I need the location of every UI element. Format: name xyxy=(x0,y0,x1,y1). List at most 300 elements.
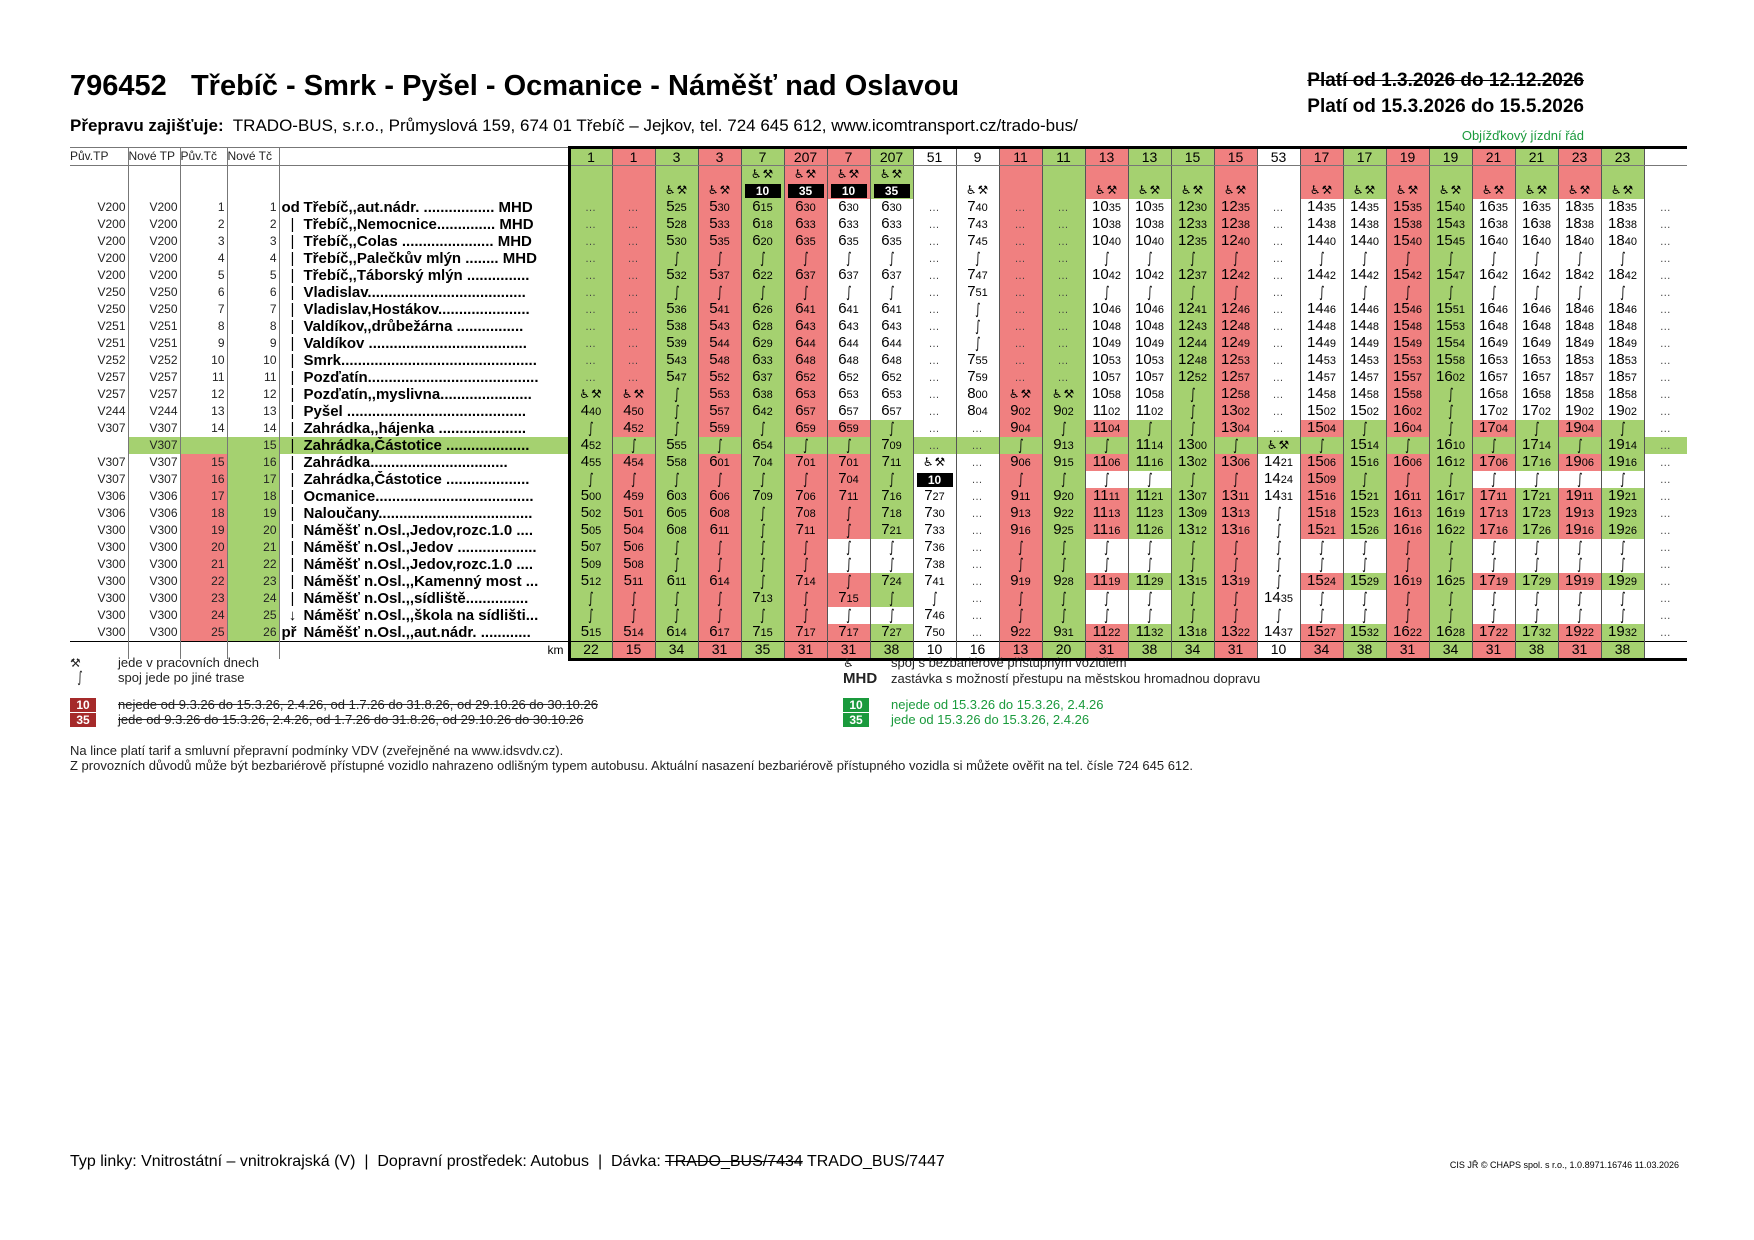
time-cell xyxy=(1515,403,1558,420)
time-cell xyxy=(913,488,956,505)
time-cell xyxy=(1601,437,1644,454)
stop-prefix: | xyxy=(290,453,295,471)
time-cell xyxy=(1300,318,1343,335)
time-cell xyxy=(1214,284,1257,301)
time-cell xyxy=(569,471,612,488)
no-service: … xyxy=(928,388,941,401)
time-cell xyxy=(827,284,870,301)
departure-time: 1616 xyxy=(1393,521,1422,538)
time-cell xyxy=(1085,590,1128,607)
time-cell xyxy=(1042,471,1085,488)
detour-icon: ∫ xyxy=(759,555,766,573)
page-title xyxy=(70,70,959,103)
departure-time: 1919 xyxy=(1565,572,1594,589)
time-cell xyxy=(1085,403,1128,420)
wheelchair-workdays-icon: ♿⚒ xyxy=(1352,183,1377,198)
departure-time: 544 xyxy=(709,334,730,351)
departure-time: 1058 xyxy=(1092,385,1121,402)
stop-tp-new: V300 xyxy=(128,522,180,539)
departure-time: 1431 xyxy=(1264,487,1293,504)
time-cell xyxy=(1343,471,1386,488)
departure-time: 648 xyxy=(881,351,902,368)
detour-icon: ∫ xyxy=(1060,606,1067,624)
no-service: … xyxy=(1014,320,1027,333)
time-cell xyxy=(569,505,612,522)
trip-number: 23 xyxy=(1558,148,1601,166)
stop-name xyxy=(279,352,569,369)
time-cell xyxy=(1429,624,1472,642)
time-cell xyxy=(1601,386,1644,403)
time-cell xyxy=(1128,522,1171,539)
time-cell xyxy=(1343,573,1386,590)
departure-time: 653 xyxy=(795,385,816,402)
stop-tc-new: 10 xyxy=(227,352,279,369)
time-cell xyxy=(569,403,612,420)
departure-time: 617 xyxy=(709,623,730,640)
departure-time: 608 xyxy=(709,504,730,521)
time-cell xyxy=(655,522,698,539)
no-service: … xyxy=(1659,541,1672,554)
stop-tc-new: 3 xyxy=(227,233,279,250)
time-cell xyxy=(569,437,612,454)
trip-number: 1 xyxy=(612,148,655,166)
departure-time: 1300 xyxy=(1178,436,1207,453)
departure-time: 1729 xyxy=(1522,572,1551,589)
departure-time: 1657 xyxy=(1522,368,1551,385)
trip-flags xyxy=(1214,182,1257,198)
time-cell xyxy=(784,420,827,437)
stop-row xyxy=(70,199,1687,216)
departure-time: 1642 xyxy=(1522,266,1551,283)
time-cell xyxy=(1601,233,1644,250)
time-cell xyxy=(1085,233,1128,250)
departure-time: 642 xyxy=(752,402,773,419)
time-cell xyxy=(1214,335,1257,352)
time-cell xyxy=(1601,573,1644,590)
trip-flags xyxy=(913,182,956,198)
no-service: … xyxy=(1659,456,1672,469)
departure-time: 643 xyxy=(838,317,859,334)
time-cell xyxy=(1601,284,1644,301)
time-cell xyxy=(1257,556,1300,573)
time-cell xyxy=(655,386,698,403)
stop-prefix: | xyxy=(290,232,295,250)
time-cell xyxy=(784,318,827,335)
trip-flags xyxy=(1128,182,1171,198)
time-cell xyxy=(1171,539,1214,556)
detour-icon: ∫ xyxy=(1232,436,1239,454)
time-cell xyxy=(1085,318,1128,335)
no-service: … xyxy=(1659,371,1672,384)
stop-label: Náměšť n.Osl.,,aut.nádr. ............ xyxy=(303,623,531,641)
time-cell xyxy=(1558,420,1601,437)
wheelchair-workdays-icon: ♿⚒ xyxy=(1266,438,1291,453)
stop-name xyxy=(279,505,569,522)
no-service: … xyxy=(1014,337,1027,350)
time-cell xyxy=(827,522,870,539)
detour-icon: ∫ xyxy=(888,249,895,267)
time-cell xyxy=(956,556,999,573)
trip-flags xyxy=(1429,182,1472,198)
detour-icon: ∫ xyxy=(1619,249,1626,267)
departure-time: 630 xyxy=(795,198,816,215)
time-cell xyxy=(1429,250,1472,267)
departure-time: 1638 xyxy=(1522,215,1551,232)
departure-time: 1923 xyxy=(1608,504,1637,521)
detour-icon: ∫ xyxy=(1146,589,1153,607)
departure-time: 637 xyxy=(752,368,773,385)
stop-name xyxy=(279,539,569,556)
stop-tp-new: V257 xyxy=(128,386,180,403)
stop-name xyxy=(279,301,569,318)
stop-tp-old: V300 xyxy=(70,573,128,590)
detour-icon: ∫ xyxy=(588,419,594,437)
stop-tc-new: 24 xyxy=(227,590,279,607)
departure-time: 1106 xyxy=(1092,453,1121,470)
time-cell xyxy=(1515,301,1558,318)
km-value: 31 xyxy=(698,641,741,659)
stop-tc-new: 6 xyxy=(227,284,279,301)
time-cell xyxy=(1128,199,1171,216)
stop-label: Zahrádka................................. xyxy=(303,453,508,471)
time-cell xyxy=(1171,352,1214,369)
time-cell xyxy=(999,522,1042,539)
line-number: 796452 xyxy=(70,70,167,102)
stop-tc-new: 15 xyxy=(227,437,279,454)
departure-time: 1119 xyxy=(1092,572,1121,589)
time-cell xyxy=(741,624,784,642)
stop-tc-new: 21 xyxy=(227,539,279,556)
time-cell xyxy=(1558,267,1601,284)
time-cell xyxy=(1644,250,1687,267)
trip-number: 207 xyxy=(870,148,913,166)
time-cell xyxy=(1085,539,1128,556)
no-service: … xyxy=(1272,422,1285,435)
trip-flags xyxy=(1515,166,1558,183)
detour-icon: ∫ xyxy=(931,589,938,607)
time-cell xyxy=(1558,573,1601,590)
departure-time: 1453 xyxy=(1307,351,1336,368)
wheelchair-workdays-icon: ♿⚒ xyxy=(965,183,990,198)
time-cell xyxy=(569,216,612,233)
time-cell xyxy=(956,454,999,471)
time-cell xyxy=(1300,471,1343,488)
no-service: … xyxy=(1659,609,1672,622)
departure-time: 740 xyxy=(967,198,988,215)
no-service: … xyxy=(1659,303,1672,316)
stop-tp-old: V200 xyxy=(70,199,128,216)
note-badge: 35 xyxy=(788,184,824,198)
time-cell xyxy=(1601,420,1644,437)
time-cell xyxy=(1386,539,1429,556)
stop-tp-new: V200 xyxy=(128,267,180,284)
time-cell xyxy=(1085,216,1128,233)
departure-time: 1302 xyxy=(1221,402,1250,419)
detour-icon: ∫ xyxy=(630,606,637,624)
stop-tp-new: V300 xyxy=(128,590,180,607)
time-cell xyxy=(698,284,741,301)
trip-flags xyxy=(1558,166,1601,183)
time-cell xyxy=(569,607,612,624)
stop-tp-new: V257 xyxy=(128,369,180,386)
time-cell xyxy=(1558,216,1601,233)
stop-row xyxy=(70,539,1687,556)
no-service: … xyxy=(1272,337,1285,350)
departure-time: 1913 xyxy=(1565,504,1594,521)
trip-number: 17 xyxy=(1300,148,1343,166)
time-cell xyxy=(1472,607,1515,624)
time-cell xyxy=(827,250,870,267)
departure-time: 532 xyxy=(666,266,687,283)
time-cell xyxy=(827,403,870,420)
time-cell xyxy=(1472,539,1515,556)
time-cell xyxy=(1300,556,1343,573)
stop-tc-old: 19 xyxy=(180,522,227,539)
time-cell xyxy=(784,522,827,539)
time-cell xyxy=(1343,420,1386,437)
detour-icon: ∫ xyxy=(630,436,637,454)
departure-time: 1448 xyxy=(1307,317,1336,334)
departure-time: 741 xyxy=(924,572,945,589)
departure-time: 452 xyxy=(580,436,602,453)
note-badge: 10 xyxy=(745,184,781,198)
time-cell xyxy=(1644,199,1687,216)
detour-icon: ∫ xyxy=(1404,555,1411,573)
time-cell xyxy=(1214,199,1257,216)
departure-time: 1721 xyxy=(1522,487,1551,504)
time-cell xyxy=(1601,505,1644,522)
trip-flags xyxy=(1171,166,1214,183)
time-cell xyxy=(741,352,784,369)
time-cell xyxy=(1343,216,1386,233)
time-cell xyxy=(999,607,1042,624)
wheelchair-workdays-icon: ♿⚒ xyxy=(621,387,646,402)
departure-time: 1448 xyxy=(1350,317,1379,334)
departure-time: 641 xyxy=(838,300,859,317)
time-cell xyxy=(655,267,698,284)
time-cell xyxy=(1429,573,1472,590)
departure-time: 552 xyxy=(709,368,730,385)
km-value: 38 xyxy=(1128,641,1171,659)
time-cell xyxy=(1429,284,1472,301)
departure-time: 606 xyxy=(709,487,730,504)
departure-time: 1604 xyxy=(1393,419,1422,436)
time-cell xyxy=(784,352,827,369)
trip-number: 13 xyxy=(1128,148,1171,166)
departure-time: 507 xyxy=(580,538,602,555)
header-spacer xyxy=(180,166,227,183)
time-cell xyxy=(913,369,956,386)
no-service: … xyxy=(585,303,597,316)
time-cell xyxy=(1386,233,1429,250)
km-value: 10 xyxy=(1257,641,1300,659)
detour-icon: ∫ xyxy=(1619,538,1626,556)
detour-icon: ∫ xyxy=(1404,283,1411,301)
stop-label: Náměšť n.Osl.,Jedov,rozc.1.0 .... xyxy=(303,555,533,573)
time-cell xyxy=(655,454,698,471)
time-cell xyxy=(1042,488,1085,505)
time-cell xyxy=(1042,216,1085,233)
stop-tp-old: V307 xyxy=(70,454,128,471)
trip-flags xyxy=(655,182,698,198)
time-cell xyxy=(784,454,827,471)
stop-tp-old: V200 xyxy=(70,216,128,233)
timetable xyxy=(70,146,1687,661)
departure-time: 1635 xyxy=(1479,198,1508,215)
stop-tc-new: 14 xyxy=(227,420,279,437)
departure-time: 1040 xyxy=(1092,232,1121,249)
departure-time: 1649 xyxy=(1522,334,1551,351)
time-cell xyxy=(870,488,913,505)
stop-prefix: | xyxy=(290,419,295,437)
detour-icon: ∫ xyxy=(1189,283,1196,301)
departure-time: 1640 xyxy=(1522,232,1551,249)
time-cell xyxy=(1085,624,1128,642)
departure-time: 1916 xyxy=(1608,453,1637,470)
no-service: … xyxy=(1659,473,1672,486)
time-cell xyxy=(913,403,956,420)
time-cell xyxy=(569,250,612,267)
time-cell xyxy=(827,386,870,403)
note-badge: 35 xyxy=(874,184,910,198)
time-cell xyxy=(827,335,870,352)
no-service: … xyxy=(928,218,941,231)
time-cell xyxy=(741,454,784,471)
km-value: 31 xyxy=(1386,641,1429,659)
detour-icon: ∫ xyxy=(716,470,723,488)
stop-row xyxy=(70,437,1687,454)
time-cell xyxy=(1042,420,1085,437)
departure-time: 1628 xyxy=(1436,623,1465,640)
trip-flags xyxy=(698,166,741,183)
time-cell xyxy=(1300,590,1343,607)
time-cell xyxy=(655,437,698,454)
stop-prefix: | xyxy=(290,589,295,607)
trip-number: 1 xyxy=(569,148,612,166)
trip-flags xyxy=(1257,182,1300,198)
detour-icon: ∫ xyxy=(673,470,680,488)
time-cell xyxy=(1343,250,1386,267)
stop-label: Ocmanice...................................... xyxy=(303,487,534,505)
departure-time: 1719 xyxy=(1479,572,1508,589)
departure-time: 1726 xyxy=(1522,521,1551,538)
time-cell xyxy=(999,386,1042,403)
no-service: … xyxy=(1014,371,1027,384)
detour-icon: ∫ xyxy=(630,589,637,607)
departure-time: 1558 xyxy=(1436,351,1465,368)
departure-time: 648 xyxy=(795,351,816,368)
time-cell xyxy=(1128,488,1171,505)
trip-flags xyxy=(827,182,870,198)
departure-time: 1111 xyxy=(1093,487,1120,504)
time-cell xyxy=(913,199,956,216)
time-cell xyxy=(784,624,827,642)
detour-icon: ∫ xyxy=(1576,436,1583,454)
stop-tp-old: V300 xyxy=(70,556,128,573)
departure-time: 1554 xyxy=(1436,334,1465,351)
departure-time: 1849 xyxy=(1608,334,1637,351)
stop-label: Vladislav...................................... xyxy=(303,283,526,301)
time-cell xyxy=(1386,573,1429,590)
detour-icon: ∫ xyxy=(1361,470,1368,488)
detour-icon: ∫ xyxy=(802,589,809,607)
departure-time: 1638 xyxy=(1479,215,1508,232)
mhd-icon: MHD xyxy=(843,670,878,687)
time-cell xyxy=(612,335,655,352)
trip-number: 7 xyxy=(827,148,870,166)
trip-flags xyxy=(698,182,741,198)
time-cell xyxy=(913,267,956,284)
time-cell xyxy=(655,369,698,386)
departure-time: 730 xyxy=(924,504,945,521)
time-cell xyxy=(827,216,870,233)
departure-time: 711 xyxy=(881,453,902,470)
no-service: … xyxy=(627,201,640,214)
time-cell xyxy=(1343,369,1386,386)
time-cell xyxy=(1300,607,1343,624)
stop-prefix: | xyxy=(290,538,295,556)
time-cell xyxy=(827,590,870,607)
detour-icon: ∫ xyxy=(1576,470,1583,488)
time-cell xyxy=(1343,301,1386,318)
time-cell xyxy=(827,488,870,505)
time-cell xyxy=(569,590,612,607)
time-cell xyxy=(956,539,999,556)
detour-icon: ∫ xyxy=(1189,419,1196,437)
detour-icon: ∫ xyxy=(673,402,680,420)
stop-tp-new: V250 xyxy=(128,284,180,301)
time-cell xyxy=(1386,522,1429,539)
stop-label: Náměšť n.Osl.,,Kamenný most ... xyxy=(303,572,539,590)
km-value: 34 xyxy=(1300,641,1343,659)
time-cell xyxy=(1429,369,1472,386)
wheelchair-workdays-icon: ♿⚒ xyxy=(664,183,689,198)
trip-number: 207 xyxy=(784,148,827,166)
time-cell xyxy=(827,471,870,488)
stop-tc-new: 17 xyxy=(227,471,279,488)
departure-time: 536 xyxy=(666,300,687,317)
no-service: … xyxy=(1272,303,1285,316)
stop-tc-new: 25 xyxy=(227,607,279,624)
time-cell xyxy=(1515,250,1558,267)
departure-time: 1048 xyxy=(1092,317,1121,334)
stop-name xyxy=(279,318,569,335)
header-spacer xyxy=(128,166,180,183)
no-service: … xyxy=(928,354,941,367)
stop-tc-old: 16 xyxy=(180,471,227,488)
time-cell xyxy=(1128,420,1171,437)
time-cell xyxy=(569,522,612,539)
time-cell xyxy=(1300,488,1343,505)
stop-name xyxy=(279,335,569,352)
time-cell xyxy=(1128,233,1171,250)
departure-time: 913 xyxy=(1053,436,1074,453)
detour-icon: ∫ xyxy=(673,555,680,573)
time-cell xyxy=(655,216,698,233)
wheelchair-workdays-icon: ♿⚒ xyxy=(750,167,775,182)
detour-icon: ∫ xyxy=(888,538,895,556)
departure-time: 512 xyxy=(580,572,602,589)
time-cell xyxy=(999,250,1042,267)
stop-name xyxy=(279,624,569,642)
wheelchair-workdays-icon: ♿⚒ xyxy=(1567,183,1592,198)
time-cell xyxy=(741,369,784,386)
time-cell xyxy=(1386,624,1429,642)
time-cell xyxy=(784,386,827,403)
detour-icon: ∫ xyxy=(759,249,766,267)
detour-icon: ∫ xyxy=(888,283,895,301)
detour-icon: ∫ xyxy=(1490,470,1497,488)
